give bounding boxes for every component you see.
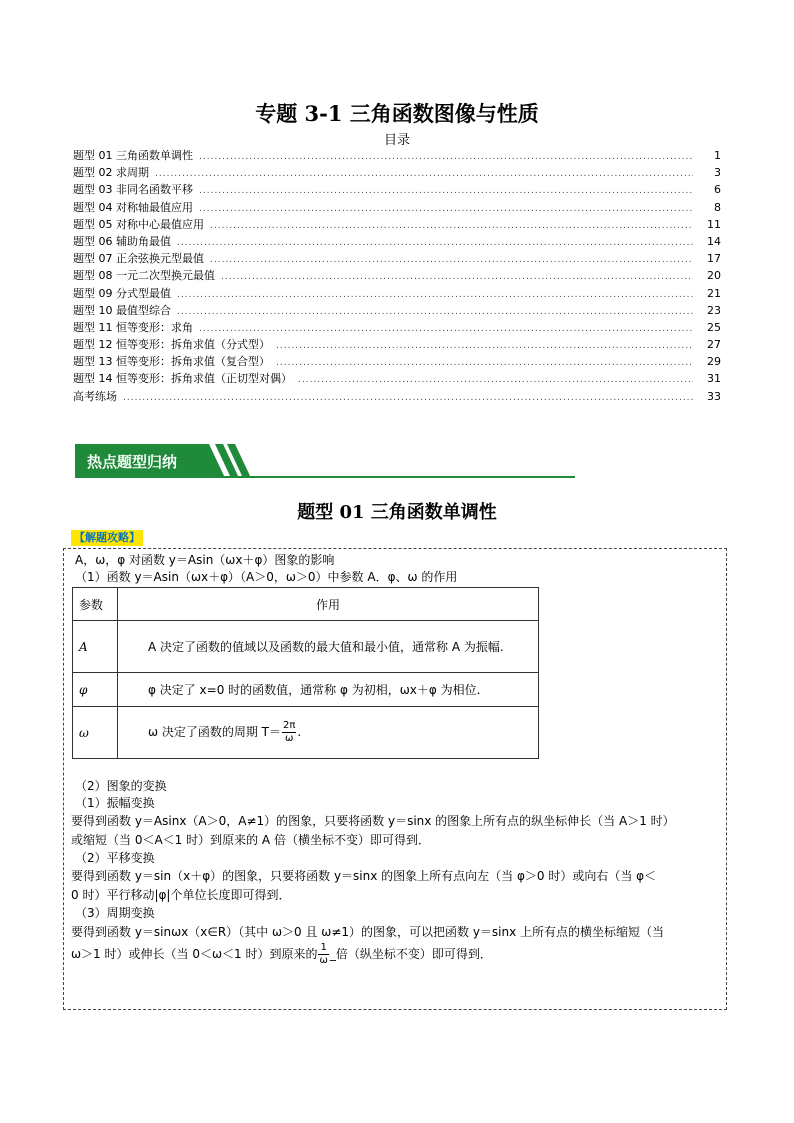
- transform-2-title: （2）平移变换: [75, 851, 155, 865]
- toc-entry[interactable]: 题型 01 三角函数单调性 ..... 1: [73, 147, 721, 164]
- transform-3-text: ω＞1 时）或伸长（当 0＜ω＜1 时）到原来的 $\frac{1}{\omega}$ _倍（纵坐标不变）即可得到．: [71, 942, 492, 966]
- toc-entry[interactable]: 题型 12 恒等变形：拆角求值（分式型） ..... 27: [73, 336, 721, 353]
- section-banner: [75, 444, 255, 478]
- transform-heading: （2）图象的变换: [75, 779, 167, 793]
- transform-2-text: 要得到函数 y＝sin（x＋φ）的图象，只要将函数 y＝sinx 的图象上所有点向左（当 φ＞0 时）或向右（当 φ＜: [71, 869, 657, 883]
- effect-cell: A 决定了函数的值域以及函数的最大值和最小值，通常称 A 为振幅.: [118, 621, 539, 673]
- strategy-tag: 【解题攻略】: [71, 530, 143, 546]
- param-cell: φ: [73, 673, 118, 707]
- effect-cell: φ 决定了 x=0 时的函数值，通常称 φ 为初相，ωx＋φ 为相位.: [118, 673, 539, 707]
- param-cell: ω: [73, 707, 118, 759]
- section-title: 题型 01 三角函数单调性: [297, 502, 497, 523]
- toc-entry[interactable]: 题型 10 最值型综合 ..... 23: [73, 302, 721, 319]
- toc-entry[interactable]: 题型 13 恒等变形：拆角求值（复合型） ..... 29: [73, 353, 721, 370]
- transform-2-text: 0 时）平行移动|φ|个单位长度即可得到．: [71, 888, 291, 902]
- banner-label: 热点题型归纳: [87, 453, 178, 471]
- toc-entry[interactable]: 题型 09 分式型最值 ..... 21: [73, 285, 721, 302]
- reciprocal-fraction: $\frac{1}{\omega}$: [319, 942, 328, 966]
- table-header-param: 参数: [73, 588, 118, 621]
- period-fraction: $\frac{2\pi}{\omega}$: [283, 720, 296, 744]
- intro-line: A，ω，φ 对函数 y＝Asin（ωx＋φ）图象的影响: [75, 553, 335, 567]
- transform-3-text: 要得到函数 y＝sinωx（x∈R）（其中 ω＞0 且 ω≠1）的图象，可以把函数 y＝sinx 上所有点的横坐标缩短（当: [71, 925, 665, 939]
- table-header-effect: 作用: [118, 588, 539, 621]
- effect-cell: ω 决定了函数的周期 T＝ $\frac{2\pi}{\omega}$ .: [118, 707, 539, 759]
- toc-entry[interactable]: 题型 07 正余弦换元型最值 ..... 17: [73, 250, 721, 267]
- toc-entry[interactable]: 题型 02 求周期 ..... 3: [73, 164, 721, 181]
- toc-entry[interactable]: 题型 14 恒等变形：拆角求值（正切型对偶） ..... 31: [73, 370, 721, 387]
- transform-1-text: 或缩短（当 0＜A＜1 时）到原来的 A 倍（横坐标不变）即可得到．: [71, 833, 430, 847]
- toc-entry[interactable]: 题型 08 一元二次型换元最值 ..... 20: [73, 267, 721, 284]
- transform-3-title: （3）周期变换: [75, 906, 155, 920]
- table-of-contents: [73, 147, 721, 405]
- banner-underline: [75, 476, 575, 478]
- toc-entry[interactable]: 题型 06 辅助角最值 ..... 14: [73, 233, 721, 250]
- transform-1-title: （1）振幅变换: [75, 796, 155, 810]
- toc-entry[interactable]: 题型 11 恒等变形：求角 ..... 25: [73, 319, 721, 336]
- toc-entry[interactable]: 题型 04 对称轴最值应用 ..... 8: [73, 199, 721, 216]
- parameter-table: [72, 587, 539, 759]
- toc-entry[interactable]: 题型 05 对称中心最值应用 ..... 11: [73, 216, 721, 233]
- toc-heading: 目录: [383, 133, 410, 148]
- toc-entry[interactable]: 题型 03 非同名函数平移 ..... 6: [73, 181, 721, 198]
- document-title: 专题 3-1 三角函数图像与性质: [255, 101, 539, 126]
- table-caption: （1）函数 y＝Asin（ωx＋φ）（A＞0，ω＞0）中参数 A．φ、ω 的作用: [75, 570, 458, 584]
- toc-entry[interactable]: 高考练场 ..... 33: [73, 388, 721, 405]
- transform-1-text: 要得到函数 y＝Asinx（A＞0，A≠1）的图象，只要将函数 y＝sinx 的图象上所有点的纵坐标伸长（当 A＞1 时）: [71, 814, 675, 828]
- param-cell: A: [73, 621, 118, 673]
